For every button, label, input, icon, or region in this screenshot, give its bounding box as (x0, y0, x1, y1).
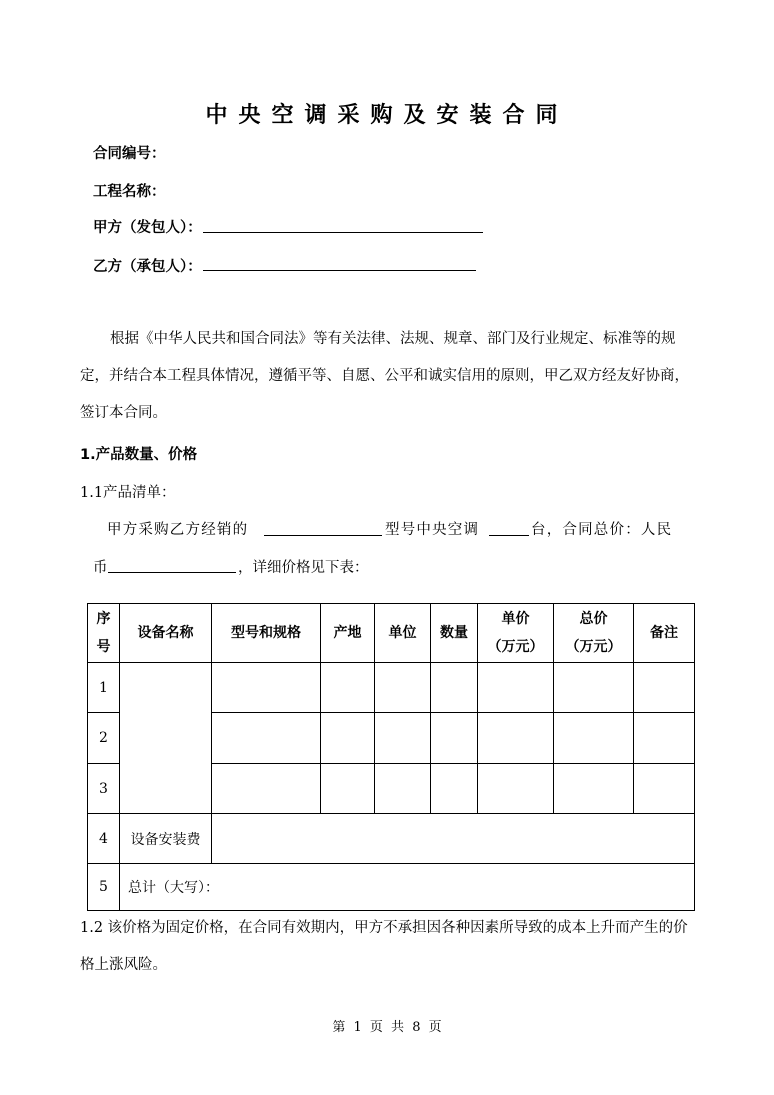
total-price-blank (108, 572, 236, 573)
row-number: 3 (88, 764, 120, 814)
model-blank (264, 535, 382, 536)
header-unit: 单位 (375, 604, 431, 663)
header-quantity: 数量 (431, 604, 478, 663)
party-b-label: 乙方（承包人）： (93, 259, 202, 275)
purchase-text-4: 币 (93, 560, 108, 576)
purchase-text-1: 甲方采购乙方经销的 (107, 522, 249, 538)
document-title: 中央空调采购及安装合同 (205, 103, 569, 128)
header-total-price: 总价 （万元） (554, 604, 634, 663)
row-number: 2 (88, 713, 120, 764)
contract-no-label: 合同编号： (93, 146, 166, 162)
party-a-label: 甲方（发包人）： (93, 220, 202, 236)
clause-1-2: 1.2 该价格为固定价格，在合同有效期内，甲方不承担因各种因素所导致的成本上升而产生的价格上涨风险。 (80, 920, 688, 973)
header-unit-price: 单价 （万元） (478, 604, 554, 663)
device-name-cell[interactable] (120, 663, 212, 814)
party-b-underline (203, 270, 476, 271)
page-footer: 第 1 页 共 8 页 (332, 1020, 442, 1035)
intro-paragraph: 根据《中华人民共和国合同法》等有关法律、法规、规章、部门及行业规定、标准等的规定，并结合本工程具体情况，遵循平等、自愿、公平和诚实信用的原则，甲乙双方经友好协商，签订本合同。 (80, 331, 689, 421)
table-header-row (88, 604, 695, 663)
header-remark: 备注 (634, 604, 695, 663)
grand-total-row (88, 864, 695, 911)
table-row (88, 663, 695, 713)
header-origin: 产地 (321, 604, 375, 663)
install-fee-label: 设备安装费 (120, 814, 212, 864)
project-name-label: 工程名称： (93, 184, 166, 200)
row-number: 1 (88, 663, 120, 713)
header-device-name: 设备名称 (120, 604, 212, 663)
install-fee-row (88, 814, 695, 864)
section-1-1-heading: 1.1产品清单： (80, 485, 176, 501)
header-seq: 序 号 (88, 604, 120, 663)
purchase-text-3: 台，合同总价：人民 (531, 522, 673, 538)
quantity-blank (489, 535, 529, 536)
grand-total-label: 总计（大写）： (120, 864, 695, 911)
header-model: 型号和规格 (212, 604, 321, 663)
row-number: 4 (88, 814, 120, 864)
section-1-heading: 1.产品数量、价格 (80, 447, 198, 463)
product-table (87, 603, 695, 911)
row-number: 5 (88, 864, 120, 911)
install-fee-value[interactable] (212, 814, 695, 864)
purchase-text-5: ，详细价格见下表： (238, 560, 369, 576)
party-a-underline (203, 232, 483, 233)
purchase-text-2: 型号中央空调 (385, 522, 480, 538)
